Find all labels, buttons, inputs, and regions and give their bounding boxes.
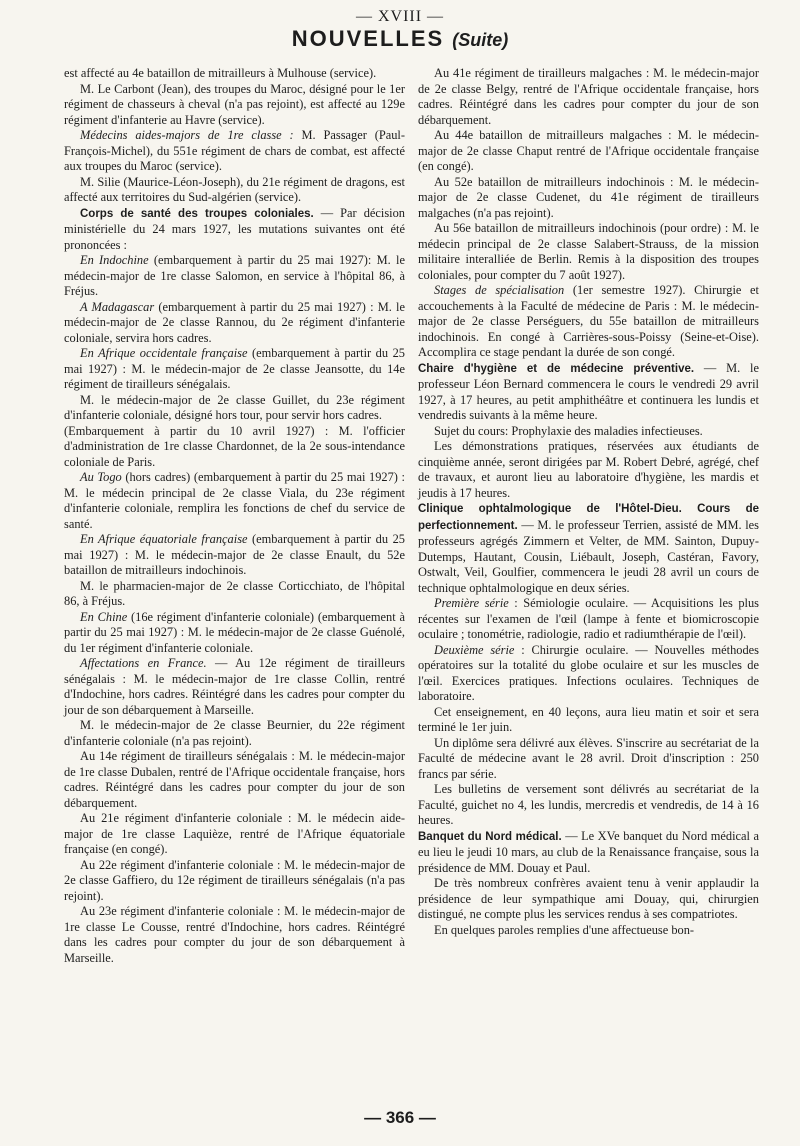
paragraph-text: : Chirurgie oculaire. — Nouvelles méthodes opératoires sur la totalité du globe oculaire et sur les muscles de l'œil. Exercices pratiques. Infections oculaires. Techniques de laboratoire.	[418, 642, 759, 703]
paragraph: M. le médecin-major de 2e classe Guillet, du 23e régiment d'infanterie coloniale, désigné hors tour, pour servir hors cadres.	[64, 392, 405, 422]
italic-heading: Au Togo	[80, 470, 122, 484]
paragraph-text: : Sémiologie oculaire. — Acquisitions les plus récentes sur l'examen de l'œil (lampe à fente et biomicroscopie oculaire ; tonométrie, radiologie, radio et radiumthérapie de l'œil).	[418, 596, 759, 641]
paragraph: M. Le Carbont (Jean), des troupes du Maroc, désigné pour le 1er régiment de chasseurs à cheval (n'a pas rejoint), est affecté au 129e régiment d'infanterie au Havre (service).	[64, 81, 405, 127]
paragraph: Cet enseignement, en 40 leçons, aura lieu matin et soir et sera terminé le 1er juin.	[418, 704, 759, 734]
paragraph: est affecté au 4e bataillon de mitrailleurs à Mulhouse (service).	[64, 66, 377, 80]
italic-heading: Stages de spécialisation	[434, 283, 565, 297]
paragraph: En quelques paroles remplies d'une affectueuse bon-	[434, 922, 695, 937]
paragraph-text: — M. le professeur Terrien, assisté de MM. les professeurs agrégés Zimmern et Velter, de MM. Sainton, Dupuy-Dutemps, Hautant, Cousin, Liébault, Joseph, Castéran, Favory, Ostwalt, Veil, Goulfier, commencera le jeudi 28 avril un cours de technique ophtalmologique en deux séries.	[418, 517, 759, 595]
section-heading: Banquet du Nord médical.	[418, 830, 562, 843]
paragraph-text: — Le XVe banquet du Nord médical a eu lieu le jeudi 10 mars, au club de la Renaissance française, sous la présidence de MM. Douay et Paul.	[418, 828, 759, 875]
paragraph: Au 22e régiment d'infanterie coloniale : M. le médecin-major de 2e classe Gaffiero, du 12e régiment de tirailleurs sénégalais (n'a pas rejoint).	[64, 857, 405, 903]
page-number: — 366 —	[364, 1108, 436, 1127]
paragraph-text: — M. le professeur Léon Bernard commencera le cours le vendredi 29 avril 1927, à 17 heures, au petit amphithéâtre et continuera les lundis et vendredis suivants à la même heure.	[418, 360, 759, 422]
paragraph	[64, 610, 405, 657]
italic-heading: Première série	[434, 596, 509, 610]
paragraph	[64, 656, 405, 718]
paragraph: M. Silie (Maurice-Léon-Joseph), du 21e régiment de dragons, est affecté aux territoires du Sud-algérien (service).	[64, 174, 405, 204]
paragraph	[418, 283, 759, 361]
italic-heading: Affectations en France.	[80, 656, 207, 670]
paragraph-text: (embarquement à partir du 25 mai 1927): M. le médecin-major de 1re classe Salomon, en service à l'hôpital 86, à Fréjus.	[64, 253, 405, 298]
paragraph-text: (embarquement à partir du 25 mai 1927) : M. le médecin-major de 2e classe Jeansotte, du 14e régiment de tirailleurs sénégalais.	[64, 346, 405, 391]
italic-heading: En Chine	[80, 609, 128, 624]
title-text: NOUVELLES	[291, 26, 445, 51]
paragraph	[418, 361, 759, 424]
paragraph: De très nombreux confrères avaient tenu à venir applaudir la présidence de leur sympathique ami Douay, qui, chirurgien distingué, ne compte plus les services rendus à ses compatriotes.	[418, 876, 759, 921]
paragraph: Au 41e régiment de tirailleurs malgaches : M. le médecin-major de 2e classe Belgy, rentré de l'Afrique occidentale française, hors cadres. Réintégré dans les cadres pour compter du jour de son débarquement.	[418, 66, 759, 127]
paragraph-text: (16e régiment d'infanterie coloniale) (embarquement à partir du 25 mai 1927) : M. le médecin-major de 2e classe Guénolé, du 1er régiment d'infanterie coloniale.	[64, 609, 405, 655]
paragraph	[64, 470, 405, 532]
paragraph	[64, 532, 405, 579]
paragraph	[418, 596, 759, 643]
paragraph	[64, 300, 405, 347]
paragraph	[418, 643, 759, 705]
paragraph	[418, 501, 759, 596]
paragraph: Au 23e régiment d'infanterie coloniale : M. le médecin-major de 1re classe Le Cousse, rentré d'Indochine, hors cadres. Réintégré dans les cadres pour compter du jour de son débarquement à Marseille.	[64, 904, 405, 965]
section-heading: Chaire d'hygiène et de médecine préventive.	[418, 362, 695, 375]
paragraph	[64, 128, 405, 175]
italic-heading: En Afrique occidentale française	[80, 346, 248, 360]
paragraph: Sujet du cours: Prophylaxie des maladies infectieuses.	[434, 423, 703, 438]
page-title	[0, 26, 800, 52]
paragraph: Au 44e bataillon de mitrailleurs malgaches : M. le médecin-major de 2e classe Chaput rentré de l'Afrique occidentale française (en congé).	[418, 128, 759, 173]
right-column	[418, 66, 759, 938]
paragraph-text: (1er semestre 1927). Chirurgie et accouchements à la Faculté de médecine de Paris : M. le médecin-major de 2e classe Perséguers, du 55e bataillon de mitrailleurs indochinois. En congé à Carrières-sous-Poissy (Seine-et-Oise). Accomplira ce stage pendant la durée de son congé.	[418, 283, 759, 359]
italic-heading: En Indochine	[80, 253, 149, 267]
paragraph: Au 56e bataillon de mitrailleurs indochinois (pour ordre) : M. le médecin principal de 2e classe Salabert-Strauss, de la mission militaire interalliée de Berlin. Remis à la disposition des troupes coloniales, pour compter du 7 août 1927).	[418, 221, 759, 282]
paragraph-text: — Par décision ministérielle du 24 mars 1927, les mutations suivantes ont été prononcées :	[64, 205, 405, 252]
paragraph	[64, 206, 405, 254]
paragraph-text: — Au 12e régiment de tirailleurs sénégalais : M. le médecin-major de 1re classe Collin, rentré d'Indochine, hors cadres. Réintégré dans les cadres pour compter du jour de son débarquement à Marseille.	[64, 656, 405, 717]
paragraph: (Embarquement à partir du 10 avril 1927) : M. l'officier d'administration de 1re classe Chardonnet, de la 2e sous-intendance coloniale de Paris.	[64, 423, 405, 469]
italic-heading: Deuxième série	[434, 642, 515, 657]
paragraph: M. le médecin-major de 2e classe Beurnier, du 22e régiment d'infanterie coloniale (n'a pas rejoint).	[64, 718, 405, 748]
section-heading: Corps de santé des troupes coloniales.	[80, 207, 314, 220]
paragraph: Au 14e régiment de tirailleurs sénégalais : M. le médecin-major de 1re classe Dubalen, rentré de l'Afrique occidentale française, hors cadres. Réintégré dans les cadres pour compter du jour de son débarquement.	[64, 749, 405, 810]
title-suite: (Suite)	[452, 30, 509, 50]
paragraph: Au 21e régiment d'infanterie coloniale : M. le médecin aide-major de 1re classe Laquièze, rentré de l'Afrique équatoriale française (en congé).	[64, 811, 405, 856]
section-number: — XVIII —	[355, 8, 445, 25]
paragraph-text: M. Passager (Paul-François-Michel), du 551e régiment de chars de combat, est affecté aux troupes du Maroc (service).	[64, 128, 405, 173]
italic-heading: A Madagascar	[80, 299, 155, 314]
paragraph	[418, 829, 759, 877]
paragraph-text: (embarquement à partir du 25 mai 1927) : M. le médecin-major de 2e classe Enault, du 52e bataillon de mitrailleurs indochinois.	[64, 532, 405, 577]
section-heading: Clinique ophtalmologique de l'Hôtel-Dieu. Cours de perfectionnement.	[418, 503, 759, 532]
paragraph: M. le pharmacien-major de 2e classe Corticchiato, de l'hôpital 86, à Fréjus.	[64, 578, 405, 608]
paragraph: Un diplôme sera délivré aux élèves. S'inscrire au secrétariat de la Faculté de médecine avant le 28 avril. Droit d'inscription : 250 francs par série.	[418, 735, 759, 781]
left-column	[64, 66, 405, 966]
paragraph	[64, 346, 405, 393]
italic-heading: En Afrique équatoriale française	[80, 532, 248, 546]
paragraph: Les bulletins de versement sont délivrés au secrétariat de la Faculté, guichet no 4, les lundis, mercredis et vendredis, de 14 à 16 heures.	[418, 782, 759, 827]
italic-heading: Médecins aides-majors de 1re classe :	[80, 128, 294, 142]
paragraph: Les démonstrations pratiques, réservées aux étudiants de cinquième année, seront dirigées par M. Robert Debré, agrégé, chef de travaux, et auront lieu au laboratoire d'hygiène, les mardis et jeudis à 17 heures.	[418, 439, 759, 500]
paragraph-text: (embarquement à partir du 25 mai 1927) : M. le médecin-major de 2e classe Rannou, du 2e régiment d'infanterie coloniale, servira hors cadres.	[64, 299, 405, 345]
paragraph	[64, 253, 405, 300]
paragraph: Au 52e bataillon de mitrailleurs indochinois : M. le médecin-major de 2e classe Cudenet, du 41e régiment de tirailleurs malgaches (n'a pas rejoint).	[418, 174, 759, 220]
paragraph-text: (hors cadres) (embarquement à partir du 25 mai 1927) : M. le médecin principal de 2e classe Viala, du 23e régiment d'infanterie coloniale, remplira les fonctions de chef du service de santé.	[64, 470, 405, 531]
